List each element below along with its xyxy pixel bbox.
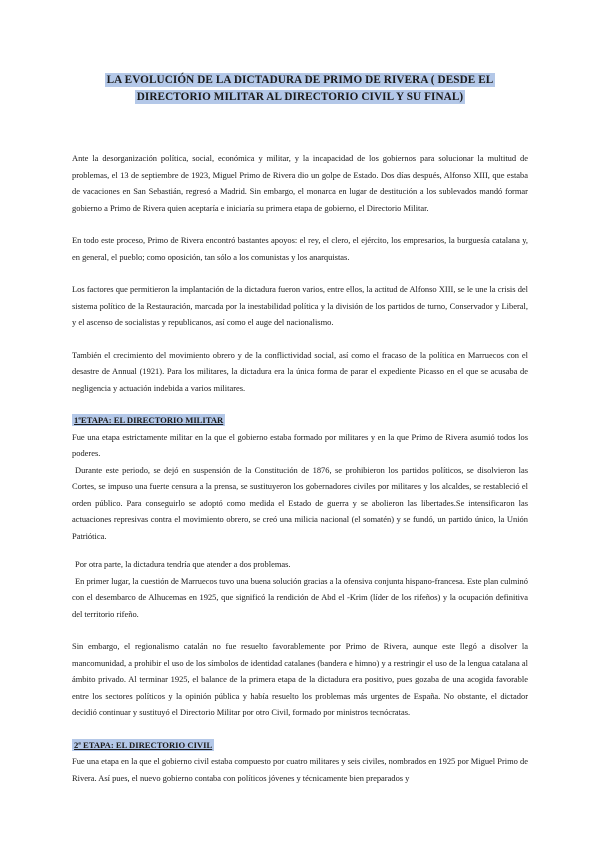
section-heading-civil-directorate xyxy=(72,737,528,754)
intro-paragraph-2: En todo este proceso, Primo de Rivera encontró bastantes apoyos: el rey, el clero, el ejército, los empresarios, la burguesía catalana y, en general, el pueblo; como oposición, tan sólo a los comunistas y los anarquistas. xyxy=(72,235,528,262)
intro-paragraph-3: Los factores que permitieron la implantación de la dictadura fueron varios, entre ellos, la actitud de Alfonso XIII, se le une la crisis del sistema político de la Restauración, marcada por la inestabilidad política y la división de los partidos de turno, Conservador y Liberal, y el ascenso de socialistas y republicanos, así como el auge del nacionalismo. xyxy=(72,284,528,327)
section1-paragraph-5: Sin embargo, el regionalismo catalán no fue resuelto favorablemente por Primo de Rivera, aunque este llegó a disolver la mancomunidad, a prohibir el uso de los símbolos de identidad catalanes (bandera e himno) y a restringir el uso de la lengua catalana al ámbito privado. Al terminar 1925, el balance de la primera etapa de la dictadura era positivo, pues gozaba de una acogida favorable entre los sectores políticos y la opinión pública y había resuelto los problemas más urgentes de España. No obstante, el dictador decidió continuar y sustituyó el Directorio Militar por otro Civil, formado por ministros tecnócratas. xyxy=(72,641,528,717)
intro-paragraph-1: Ante la desorganización política, social, económica y militar, y la incapacidad de los gobiernos para solucionar la multitud de problemas, el 13 de septiembre de 1923, Miguel Primo de Rivera dio un golpe de Estado. Dos días después, Alfonso XIII, que estaba de vacaciones en San Sebastián, regresó a Madrid. Sin embargo, el monarca en lugar de destitución a los sublevados mandó formar gobierno a Primo de Rivera quien aceptaría e iniciaría su primera etapa de gobierno, el Directorio Militar. xyxy=(72,153,528,213)
section2-heading-text: 2ª ETAPA: EL DIRECTORIO CIVIL xyxy=(74,739,213,750)
section1-paragraph-4: En primer lugar, la cuestión de Marruecos tuvo una buena solución gracias a la ofensiva conjunta hispano-francesa. Este plan culminó con el desembarco de Alhucemas en 1925, que significó la rendición de Abd el -Krim (líder de los rifeños) y la ocupación definitiva del territorio rifeño. xyxy=(72,575,528,619)
section1-heading-text: 1ªETAPA: EL DIRECTORIO MILITAR xyxy=(74,415,224,425)
section1-paragraph-3: Por otra parte, la dictadura tendría que atender a dos problemas. xyxy=(75,559,291,569)
section2-paragraph-1: Fue una etapa en la que el gobierno civil estaba compuesto por cuatro militares y seis civiles, nombrados en 1925 por Miguel Primo de Rivera. Así pues, el nuevo gobierno contaba con políticos jóvenes y técnicamente bien preparados y xyxy=(72,756,528,783)
title-highlight: LA EVOLUCIÓN DE LA DICTADURA DE PRIMO DE RIVERA ( DESDE EL DIRECTORIO MILITAR AL DIRECTORIO CIVIL Y SU FINAL) xyxy=(106,74,494,103)
intro-paragraph-4: También el crecimiento del movimiento obrero y de la conflictividad social, así como el fracaso de la política en Marruecos con el desastre de Annual (1921). Para los militares, la dictadura era la única forma de parar el expediente Picasso en el que se acusaba de negligencia y actuación indebida a varios militares. xyxy=(72,349,528,393)
section-heading-military-directorate xyxy=(72,412,528,429)
section1-paragraph-2: Durante este periodo, se dejó en suspensión de la Constitución de 1876, se prohibieron los partidos políticos, se disolvieron las Cortes, se impuso una fuerte censura a la prensa, se sustituyeron los gobernadores civiles por militares y los alcaldes, se restableció el orden público. Para conseguirlo se adoptó como medida el Estado de guerra y se abolieron las libertades.Se intensificaron las actuaciones represivas contra el movimiento obrero, se creó una milicia nacional (el somatén) y se fundó, un partido único, la Unión Patriótica. xyxy=(72,464,528,541)
section1-paragraph-1: Fue una etapa estrictamente militar en la que el gobierno estaba formado por militares y en la que Primo de Rivera asumió todos los poderes. xyxy=(72,431,528,458)
document-title xyxy=(78,72,522,106)
